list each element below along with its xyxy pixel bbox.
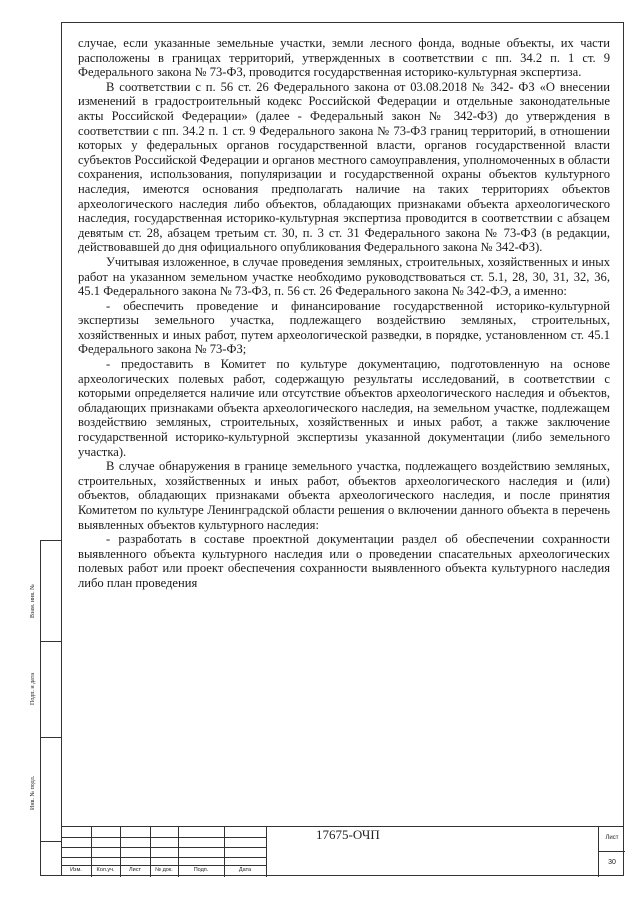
paragraph-5: - предоставить в Комитет по культуре документацию, подготовленную на основе археологических полевых работ, содержащую результаты исследований, в соответствии с которыми определяется наличие или отсутствие объектов археологического наследия и объектов, обладающих признаками объекта археологического наследия, на земельном участке, подлежащем воздействию земляных, строительных, хозяйственных и иных работ, а также заключение государственной историко-культурной экспертизы указанной документации (либо земельного участка). xyxy=(78,357,610,459)
revision-grid xyxy=(61,827,266,877)
margin-label-inv-podl: Инв. № подл. xyxy=(30,775,36,810)
col-head-list: Лист xyxy=(129,867,141,873)
margin-label-inv-zam: Взам. инв. № xyxy=(30,584,36,618)
col-head-kol-uch: Кол.уч. xyxy=(96,867,115,873)
col-head-no-dok: № док. xyxy=(155,867,173,873)
strip-divider xyxy=(41,641,62,642)
paragraph-7: - разработать в составе проектной документации раздел об обеспечении сохранности выявленного объекта культурного наследия или о проведении спасательных археологических полевых работ или проект обеспечения сохранности выявленного объекта культурного наследия либо план проведения xyxy=(78,532,610,590)
sheet-box xyxy=(598,827,624,877)
sheet-label: Лист xyxy=(605,835,619,841)
col-head-podp: Подп. xyxy=(193,867,209,873)
title-block-separator xyxy=(266,827,267,877)
strip-divider xyxy=(41,737,62,738)
document-body xyxy=(78,36,610,591)
sheet-number: 30 xyxy=(608,859,616,866)
title-block xyxy=(61,826,624,876)
strip-divider xyxy=(41,841,62,842)
paragraph-6: В случае обнаружения в границе земельного участка, подлежащего воздействию земляных, строительных, хозяйственных и иных работ, объектов археологического наследия и (или) объектов, обладающих признаками объекта археологического наследия, и после принятия Комитетом по культуре Ленинградской области решения о включении данного объекта в перечень выявленных объектов культурного наследия: xyxy=(78,459,610,532)
sheet-divider xyxy=(599,851,625,852)
margin-label-podp-data: Подп. и дата xyxy=(30,672,36,705)
paragraph-1: случае, если указанные земельные участки, земли лесного фонда, водные объекты, их части расположены в границах территорий, утвержденных в соответствии с пп. 34.2 п. 1 ст. 9 Федерального закона № 73-ФЗ, проводится государственная историко-культурная экспертиза. xyxy=(78,36,610,80)
paragraph-3: Учитывая изложенное, в случае проведения земляных, строительных, хозяйственных и иных работ на указанном земельном участке необходимо руководствоваться ст. 5.1, 28, 30, 31, 32, 36, 45.1 Федерального закона № 73-ФЗ, п. 56 ст. 26 Федерального закона № 342-ФЭ, а именно: xyxy=(78,254,610,299)
col-head-data: Дата xyxy=(238,867,252,873)
col-head-izm: Изм. xyxy=(70,867,82,873)
document-code: 17675-ОЧП xyxy=(316,827,380,842)
paragraph-2: В соответствии с п. 56 ст. 26 Федерального закона от 03.08.2018 № 342- ФЗ «О внесении изменений в градостроительный кодекс Российской Федерации и отдельные законодательные акты Российской Федерации» (далее - Федеральный закон № 342-ФЗ) до утверждения в соответствии с пп. 34.2 п. 1 ст. 9 Федерального закона № 73-ФЗ границ территорий, в отношении которых у федеральных органов государственной власти, органов государственной власти субъектов Российской Федерации и органов местного самоуправления, уполномоченных в области сохранения, использования, популяризации и государственной охраны объектов культурного наследия, имеются основания предполагать наличие на таких территориях объектов археологического наследия либо объектов, обладающих признаками объекта археологического наследия, государственная историко-культурная экспертиза проводится в соответствии с абзацем девятым ст. 28, абзацем третьим ст. 30, п. 3 ст. 31 Федерального закона № 73-ФЗ (в редакции, действовавшей до дня официального опубликования Федерального закона № 342-ФЗ). xyxy=(78,79,610,255)
margin-stamp-strip xyxy=(40,540,61,876)
paragraph-4: - обеспечить проведение и финансирование государственной историко-культурной экспертизы земельного участка, подлежащего воздействию земляных, строительных, хозяйственных и иных работ, путем археологической разведки, в порядке, установленном ст. 45.1 Федерального закона № 73-ФЗ; xyxy=(78,298,610,357)
